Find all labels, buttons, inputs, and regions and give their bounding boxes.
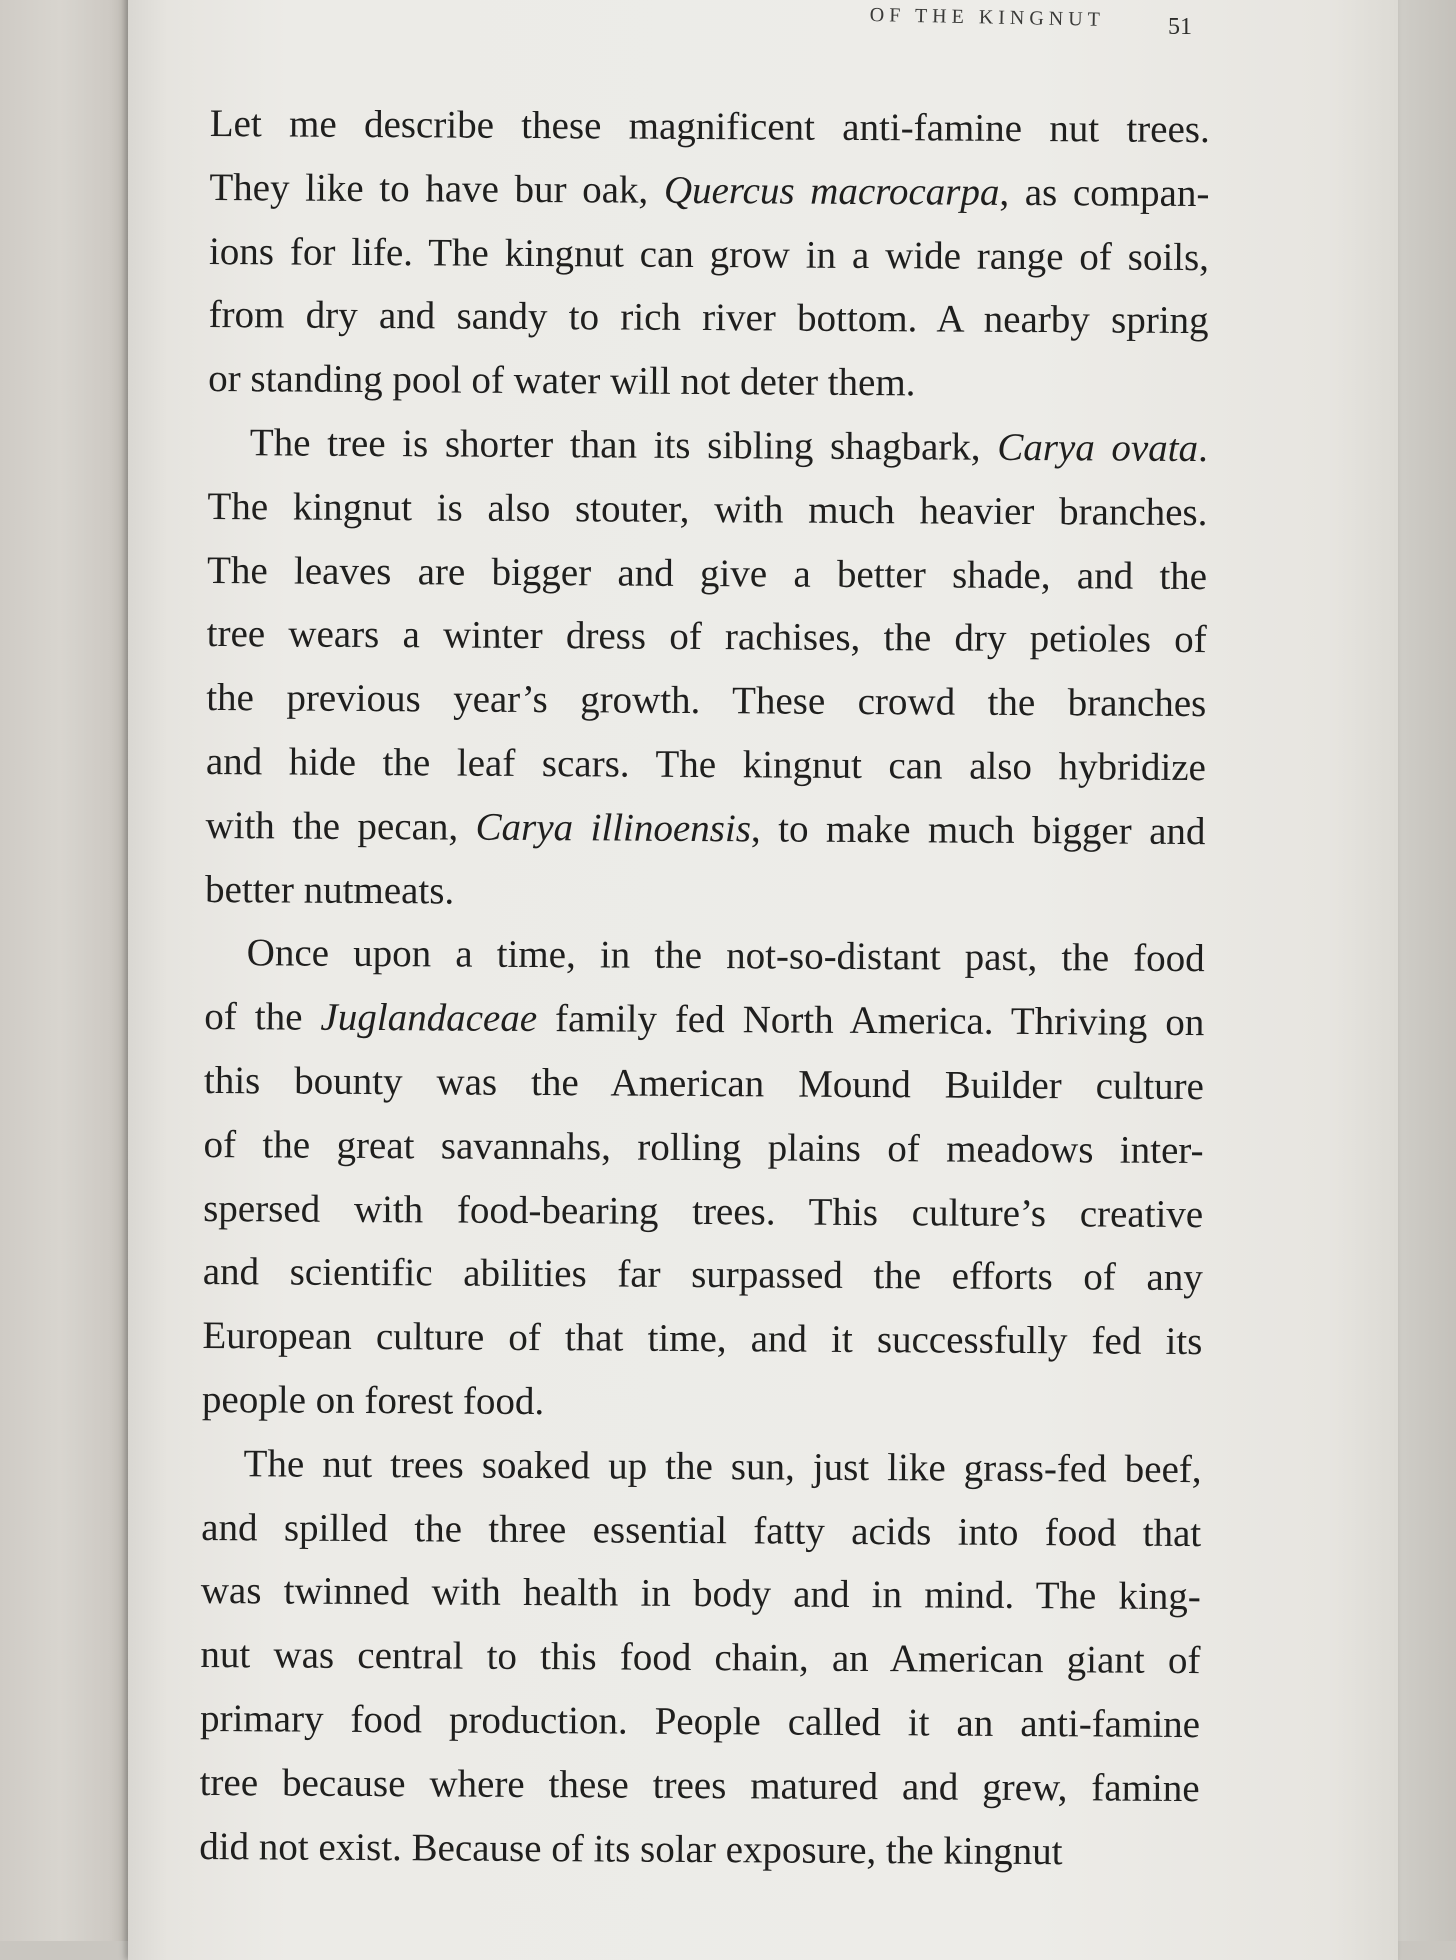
text-run: was twinned with health in body and in mind. The king-: [200, 1569, 1201, 1619]
text-run: tree because where these trees matured and grew, famine: [199, 1760, 1200, 1810]
italic-term: Carya ovata: [997, 425, 1199, 471]
text-run: The tree is shorter than its sibling shagbark,: [249, 421, 998, 469]
text-line: [202, 1368, 1202, 1438]
text-line: [208, 283, 1208, 353]
text-run: Let me describe these magnificent anti-famine nut trees.: [209, 101, 1210, 152]
text-line: [207, 475, 1207, 545]
text-line: [205, 921, 1205, 991]
body-text: [199, 92, 1210, 1884]
text-line: [209, 220, 1209, 290]
text-line: [208, 347, 1208, 417]
text-line: [210, 92, 1210, 162]
text-line: [206, 730, 1206, 800]
text-line: [207, 539, 1207, 609]
text-run: with the pecan,: [205, 803, 476, 849]
text-run: .: [1197, 427, 1208, 471]
text-run: did not exist. Because of its solar exposure, the kingnut: [199, 1824, 1063, 1873]
text-line: [201, 1496, 1201, 1566]
text-line: [203, 1240, 1203, 1310]
text-line: [205, 858, 1205, 928]
text-run: family fed North America. Thriving on: [536, 997, 1205, 1045]
text-run: primary food production. People called it an anti-famine: [199, 1696, 1201, 1746]
text-run: European culture of that time, and it successfully fed its: [202, 1314, 1203, 1364]
text-run: The kingnut is also stouter, with much heavier branches.: [207, 484, 1208, 534]
running-head: OF THE KINGNUT: [869, 4, 1106, 31]
text-run: , to make much bigger and: [750, 807, 1206, 853]
text-line: [202, 1304, 1202, 1374]
text-line: [204, 985, 1204, 1055]
text-run: nut was central to this food chain, an American giant of: [200, 1633, 1201, 1683]
text-line: [204, 1049, 1204, 1119]
text-run: the previous year’s growth. These crowd the branches: [206, 676, 1207, 726]
text-run: and scientific abilities far surpassed the efforts of any: [202, 1250, 1203, 1300]
text-line: [206, 666, 1206, 736]
text-run: from dry and sandy to rich river bottom. A nearby spring: [208, 293, 1209, 343]
text-line: [203, 1177, 1203, 1247]
text-run: of the: [204, 995, 321, 1039]
text-run: spersed with food-bearing trees. This culture’s creative: [203, 1186, 1204, 1236]
page-number: 51: [1168, 14, 1192, 40]
facing-page-edge: [1398, 0, 1456, 1941]
text-run: and spilled the three essential fatty acids into food that: [201, 1505, 1202, 1555]
text-run: They like to have bur oak,: [209, 165, 665, 212]
text-run: , as compan-: [999, 170, 1210, 215]
text-run: people on forest food.: [201, 1377, 545, 1424]
text-run: of the great savannahs, rolling plains of meadows inter-: [203, 1122, 1204, 1172]
text-line: [201, 1559, 1201, 1629]
italic-term: Juglandaceae: [320, 995, 538, 1041]
text-line: [203, 1113, 1203, 1183]
text-line: [200, 1623, 1200, 1693]
text-run: and hide the leaf scars. The kingnut can also hybridize: [205, 739, 1207, 790]
italic-term: Quercus macrocarpa: [663, 168, 1000, 214]
text-line: [199, 1814, 1199, 1884]
text-run: this bounty was the American Mound Builder culture: [203, 1058, 1205, 1109]
text-line: [209, 156, 1209, 226]
text-run: Once upon a time, in the not-so-distant past, the food: [246, 931, 1205, 981]
text-line: [199, 1751, 1199, 1821]
text-line: [205, 794, 1205, 864]
text-line: [206, 602, 1206, 672]
text-line: [201, 1432, 1201, 1502]
text-run: better nutmeats.: [204, 867, 455, 913]
text-run: tree wears a winter dress of rachises, the dry petioles of: [206, 612, 1207, 662]
text-run: The nut trees soaked up the sun, just like grass-fed beef,: [243, 1441, 1202, 1491]
text-line: [208, 411, 1208, 481]
text-run: or standing pool of water will not deter them.: [208, 357, 916, 405]
text-run: ions for life. The kingnut can grow in a wide range of soils,: [208, 229, 1210, 279]
italic-term: Carya illinoensis: [475, 805, 752, 851]
text-line: [200, 1687, 1200, 1757]
text-run: The leaves are bigger and give a better shade, and the: [206, 548, 1208, 598]
